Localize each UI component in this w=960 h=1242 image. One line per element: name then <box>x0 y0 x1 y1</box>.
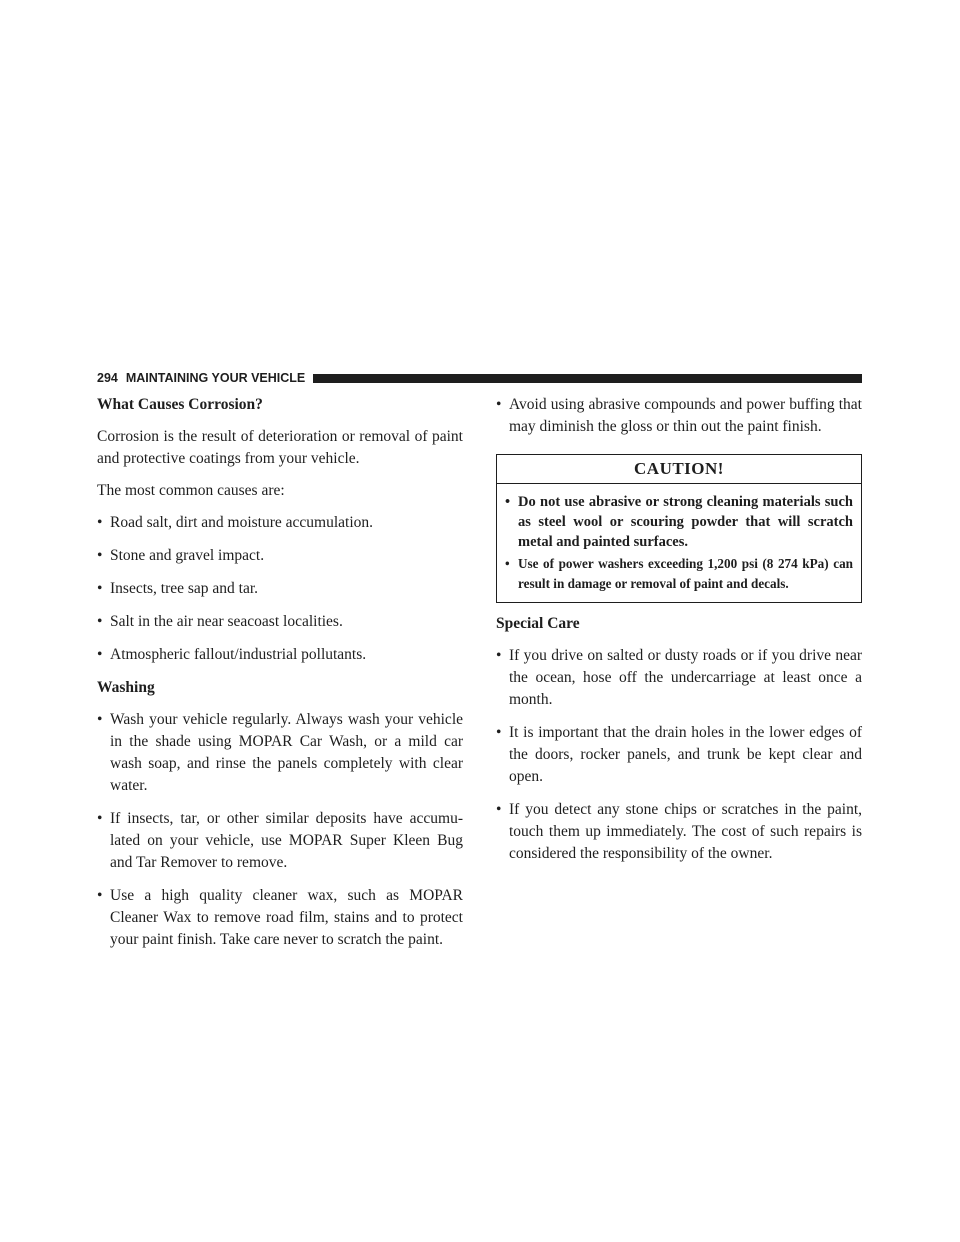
left-column <box>97 394 463 962</box>
list-item: • Stone and gravel impact. <box>97 547 265 564</box>
page-header <box>97 368 862 388</box>
causes-intro: The most common causes are: <box>97 482 285 499</box>
caution-title: CAUTION! <box>497 455 861 484</box>
list-item: • It is important that the drain holes in the lower edges of the doors, rocker panels, and trunk be kept clear and open. <box>496 724 862 785</box>
page-number: 294 <box>97 371 118 385</box>
corrosion-heading: What Causes Corrosion? <box>97 396 263 413</box>
list-item: • If you drive on salted or dusty roads or if you drive near the ocean, hose off the undercarriage at least once a month. <box>496 647 862 708</box>
list-item: • If insects, tar, or other similar deposits have accumu-lated on your vehicle, use MOPAR Super Kleen Bug and Tar Remover to remove. <box>97 810 463 871</box>
special-care-heading: Special Care <box>496 615 580 632</box>
caution-item: • Use of power washers exceeding 1,200 psi (8 274 kPa) can result in damage or removal of paint and decals. <box>505 556 853 591</box>
list-item: • Wash your vehicle regularly. Always wash your vehicle in the shade using MOPAR Car Wash, or a mild car wash soap, and rinse the panels completely with clear water. <box>97 711 463 794</box>
list-item: • Salt in the air near seacoast localities. <box>97 613 343 630</box>
list-item: • Insects, tree sap and tar. <box>97 580 259 597</box>
section-title: MAINTAINING YOUR VEHICLE <box>125 371 306 385</box>
header-rule <box>313 374 862 383</box>
list-item: • Use a high quality cleaner wax, such as MOPAR Cleaner Wax to remove road film, stains and to protect your paint finish. Take care never to scratch the paint. <box>97 887 463 948</box>
list-item: • Avoid using abrasive compounds and power buffing that may diminish the gloss or thin out the paint finish. <box>496 396 862 435</box>
caution-box <box>496 454 862 603</box>
list-item: • Atmospheric fallout/industrial pollutants. <box>97 646 367 663</box>
right-column <box>496 394 862 876</box>
list-item: • Road salt, dirt and moisture accumulation. <box>97 514 374 531</box>
caution-item: • Do not use abrasive or strong cleaning materials such as steel wool or scouring powder that will scratch metal and painted surfaces. <box>505 494 853 550</box>
corrosion-intro: Corrosion is the result of deterioration or removal of paint and protective coatings from your vehicle. <box>97 428 463 467</box>
list-item: • If you detect any stone chips or scratches in the paint, touch them up immediately. The cost of such repairs is considered the responsibility of the owner. <box>496 801 862 862</box>
washing-heading: Washing <box>97 679 155 696</box>
